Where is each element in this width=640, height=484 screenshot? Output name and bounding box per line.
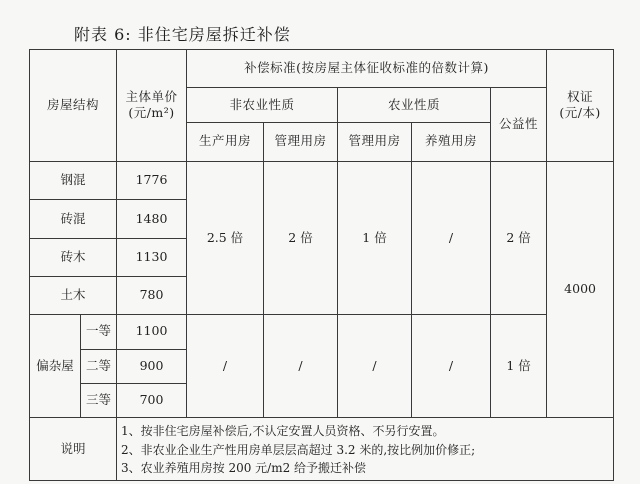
notes-label: 说明	[30, 417, 117, 480]
auxiliary-breeding: /	[412, 315, 491, 418]
multiplier-public: 2 倍	[491, 161, 547, 314]
multiplier-breeding: /	[412, 161, 491, 314]
multiplier-production: 2.5 倍	[187, 161, 264, 314]
row-structure: 砖木	[30, 238, 117, 276]
auxiliary-management-agri: /	[338, 315, 412, 418]
row-price: 1480	[117, 200, 187, 238]
header-certificate	[547, 50, 614, 162]
auxiliary-price: 900	[117, 349, 187, 383]
row-price: 1776	[117, 161, 187, 199]
header-management-agri: 管理用房	[338, 122, 412, 161]
auxiliary-production: /	[187, 315, 264, 418]
auxiliary-price: 1100	[117, 315, 187, 349]
auxiliary-grade: 一等	[81, 315, 117, 349]
header-agri: 农业性质	[338, 88, 491, 122]
auxiliary-management-non-agri: /	[264, 315, 338, 418]
header-unit-price-line2: (元/m²)	[128, 105, 175, 121]
header-unit-price-line1: 主体单价	[125, 88, 178, 104]
header-management-non-agri: 管理用房	[264, 122, 338, 161]
header-structure: 房屋结构	[30, 50, 117, 162]
row-price: 1130	[117, 238, 187, 276]
table-title: 附表 6: 非住宅房屋拆迁补偿	[74, 25, 291, 44]
header-unit-price	[117, 50, 187, 162]
multiplier-management-non-agri: 2 倍	[264, 161, 338, 314]
compensation-table	[29, 49, 614, 481]
row-price: 780	[117, 276, 187, 314]
auxiliary-price: 700	[117, 383, 187, 417]
header-public: 公益性	[491, 88, 547, 162]
header-certificate-line2: (元/本)	[559, 105, 601, 121]
row-structure: 砖混	[30, 200, 117, 238]
note-line: 3、农业养殖用房按 200 元/m2 给予搬迁补偿	[121, 461, 367, 476]
header-non-agri: 非农业性质	[187, 88, 338, 122]
note-line: 1、按非住宅房屋补偿后,不认定安置人员资格、不另行安置。	[121, 423, 445, 438]
multiplier-management-agri: 1 倍	[338, 161, 412, 314]
auxiliary-label: 偏杂屋	[30, 315, 81, 418]
notes-content	[117, 417, 614, 480]
header-production: 生产用房	[187, 122, 264, 161]
certificate-value: 4000	[547, 161, 614, 417]
row-structure: 土木	[30, 276, 117, 314]
auxiliary-grade: 二等	[81, 349, 117, 383]
row-structure: 钢混	[30, 161, 117, 199]
auxiliary-grade: 三等	[81, 383, 117, 417]
auxiliary-public: 1 倍	[491, 315, 547, 418]
header-breeding: 养殖用房	[412, 122, 491, 161]
header-compensation-standard: 补偿标准(按房屋主体征收标准的倍数计算)	[187, 50, 547, 88]
note-line: 2、非农业企业生产性用房单层层高超过 3.2 米的,按比例加价修正;	[121, 442, 476, 457]
header-certificate-line1: 权证	[567, 88, 594, 104]
